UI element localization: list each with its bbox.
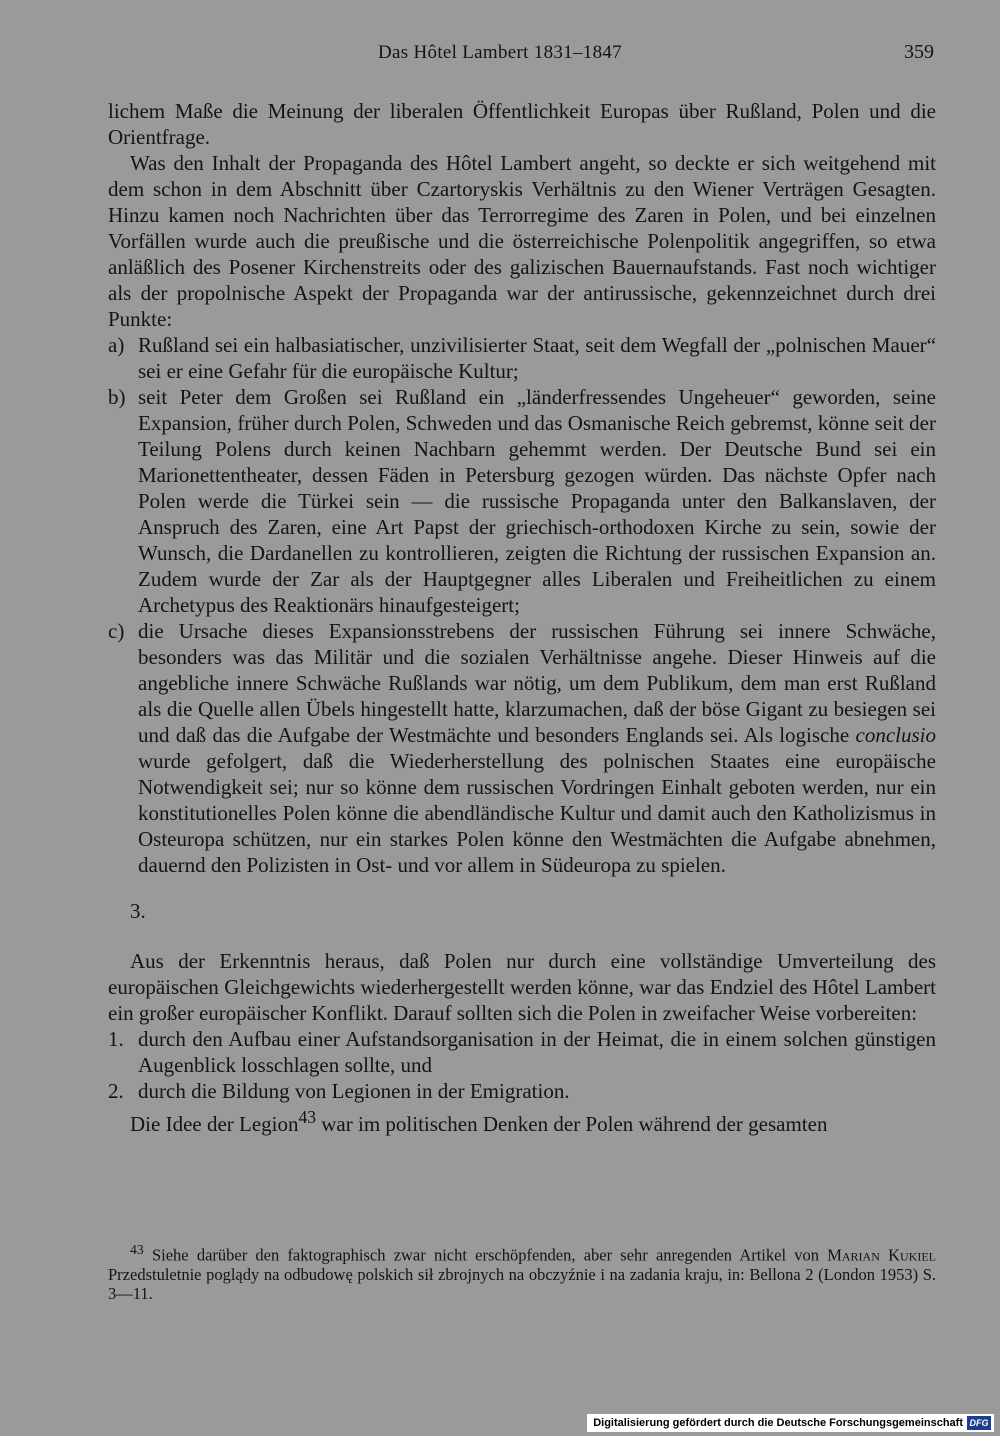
list-item-c bbox=[108, 618, 936, 878]
paragraph-text-part: war im politischen Denken der Polen während der gesamten bbox=[316, 1112, 828, 1136]
body-text bbox=[108, 98, 936, 1137]
paragraph-propaganda: Was den Inhalt der Propaganda des Hôtel Lambert angeht, so deckte er sich weitgehend mit dem schon in dem Abschnitt über Czartoryskis Verhältnis zu den Wiener Verträgen Gesagten. Hinzu kamen noch Nachrichten über das Terrorregime des Zaren in Polen, und bei einzelnen Vorfällen wurde auch die preußische und die österreichische Polenpolitik angegriffen, so etwa anläßlich des Posener Kirchenstreits oder des galizischen Bauernaufstands. Fast noch wichtiger als der propolnische Aspekt der Propaganda war der antirussische, gekennzeichnet durch drei Punkte: bbox=[108, 151, 936, 331]
list-marker: b) bbox=[108, 385, 126, 409]
list-item-b bbox=[108, 384, 936, 618]
list-item-a bbox=[108, 332, 936, 384]
list-item-text: durch die Bildung von Legionen in der Emigration. bbox=[138, 1079, 570, 1103]
digitization-credit: Digitalisierung gefördert durch die Deutsche Forschungsgemeinschaft bbox=[593, 1417, 963, 1429]
list-item-1 bbox=[108, 1026, 936, 1078]
footnote-number: 43 bbox=[130, 1242, 144, 1257]
list-marker: c) bbox=[108, 619, 125, 643]
paragraph-section-intro: Aus der Erkenntnis heraus, daß Polen nur durch eine vollständige Umverteilung des europäischen Gleichgewichts wiederhergestellt werden könne, war das Endziel des Hôtel Lambert ein großer europäischer Konflikt. Darauf sollten sich die Polen in zweifacher Weise vorbereiten: bbox=[108, 949, 936, 1025]
section-number: 3. bbox=[130, 899, 146, 923]
page-number: 359 bbox=[904, 41, 934, 63]
footnote-reference: 43 bbox=[298, 1107, 317, 1127]
footnote-43 bbox=[108, 1240, 936, 1303]
list-marker: 1. bbox=[108, 1027, 124, 1051]
list-item-text: seit Peter dem Großen sei Rußland ein „länderfressendes Ungeheuer“ geworden, seine Expansion, früher durch Polen, Schweden und das Osmanische Reich gebremst, könne seit der Teilung Polens durch keinen Nachbarn gehemmt werden. Der Deutsche Bund sei ein Marionettentheater, dessen Fäden in Petersburg gezogen würden. Das nächste Opfer nach Polen werde die Türkei sein — die russische Propaganda unter den Balkanslaven, der Anspruch des Zaren, eine Art Papst der griechisch-orthodoxen Kirche zu sein, sowie der Wunsch, die Dardanellen zu kontrollieren, zeigten die Richtung der russischen Expansion an. Zudem wurde der Zar als der Hauptgegner alles Liberalen und Freiheitlichen zu einem Archetypus des Reaktionärs hinaufgesteigert; bbox=[138, 385, 936, 617]
list-item-text-part: die Ursache dieses Expansionsstrebens der russischen Führung sei innere Schwäche, besonders was das Militär und die sozialen Verhältnisse angehe. Dieser Hinweis auf die angebliche innere Schwäche Rußlands war nötig, um dem Publikum, dem man erst Rußland als die Quelle allen Übels hingestellt hatte, klarzumachen, daß der böse Gigant zu besiegen sei und daß das die Aufgabe der Westmächte und besonders Englands sei. Als logische bbox=[138, 619, 936, 747]
footnote-text-part: Przedstuletnie poglądy na odbudowę polskich sił zbrojnych na obczyźnie i na zadania kraju, in: Bellona 2 (London 1953) S. 3—11. bbox=[108, 1264, 936, 1303]
dfg-logo-icon: DFG bbox=[967, 1416, 991, 1430]
italic-term: conclusio bbox=[855, 723, 936, 747]
footnotes bbox=[108, 1240, 936, 1303]
list-item-text-part: wurde gefolgert, daß die Wiederherstellung des polnischen Staates eine europäische Notwendigkeit sei; nur so könne dem russischen Vordringen Einhalt geboten werden, nur ein konstitutionelles Polen könne die abendländische Kultur und damit auch den Katholizismus in Osteuropa schützen, nur ein starkes Polen könne den Westmächten die Aufgabe abnehmen, dauernd den Polizisten in Ost- und vor allem in Südeuropa zu spielen. bbox=[138, 749, 936, 877]
list-marker: a) bbox=[108, 333, 125, 357]
list-item-text: Rußland sei ein halbasiatischer, unzivilisierter Staat, seit dem Wegfall der „polnischen Mauer“ sei er eine Gefahr für die europäische Kultur; bbox=[138, 333, 936, 383]
running-title: Das Hôtel Lambert 1831–1847 bbox=[378, 42, 622, 63]
list-item-text: durch den Aufbau einer Aufstandsorganisation in der Heimat, die in einem solchen günstigen Augenblick losschlagen sollte, und bbox=[138, 1027, 936, 1077]
paragraph-legion bbox=[108, 1104, 936, 1137]
list-item-text bbox=[138, 618, 936, 878]
digitization-credit-bar bbox=[587, 1414, 994, 1432]
paragraph-text-part: Die Idee der Legion bbox=[130, 1112, 299, 1136]
list-marker: 2. bbox=[108, 1079, 124, 1103]
paragraph-continued: lichem Maße die Meinung der liberalen Öffentlichkeit Europas über Rußland, Polen und die Orientfrage. bbox=[108, 99, 936, 149]
footnote-author: Marian Kukiel bbox=[827, 1245, 936, 1265]
footnote-text-part: Siehe darüber den faktographisch zwar nicht erschöpfenden, aber sehr anregenden Artikel von bbox=[143, 1245, 828, 1265]
list-item-2 bbox=[108, 1078, 936, 1104]
